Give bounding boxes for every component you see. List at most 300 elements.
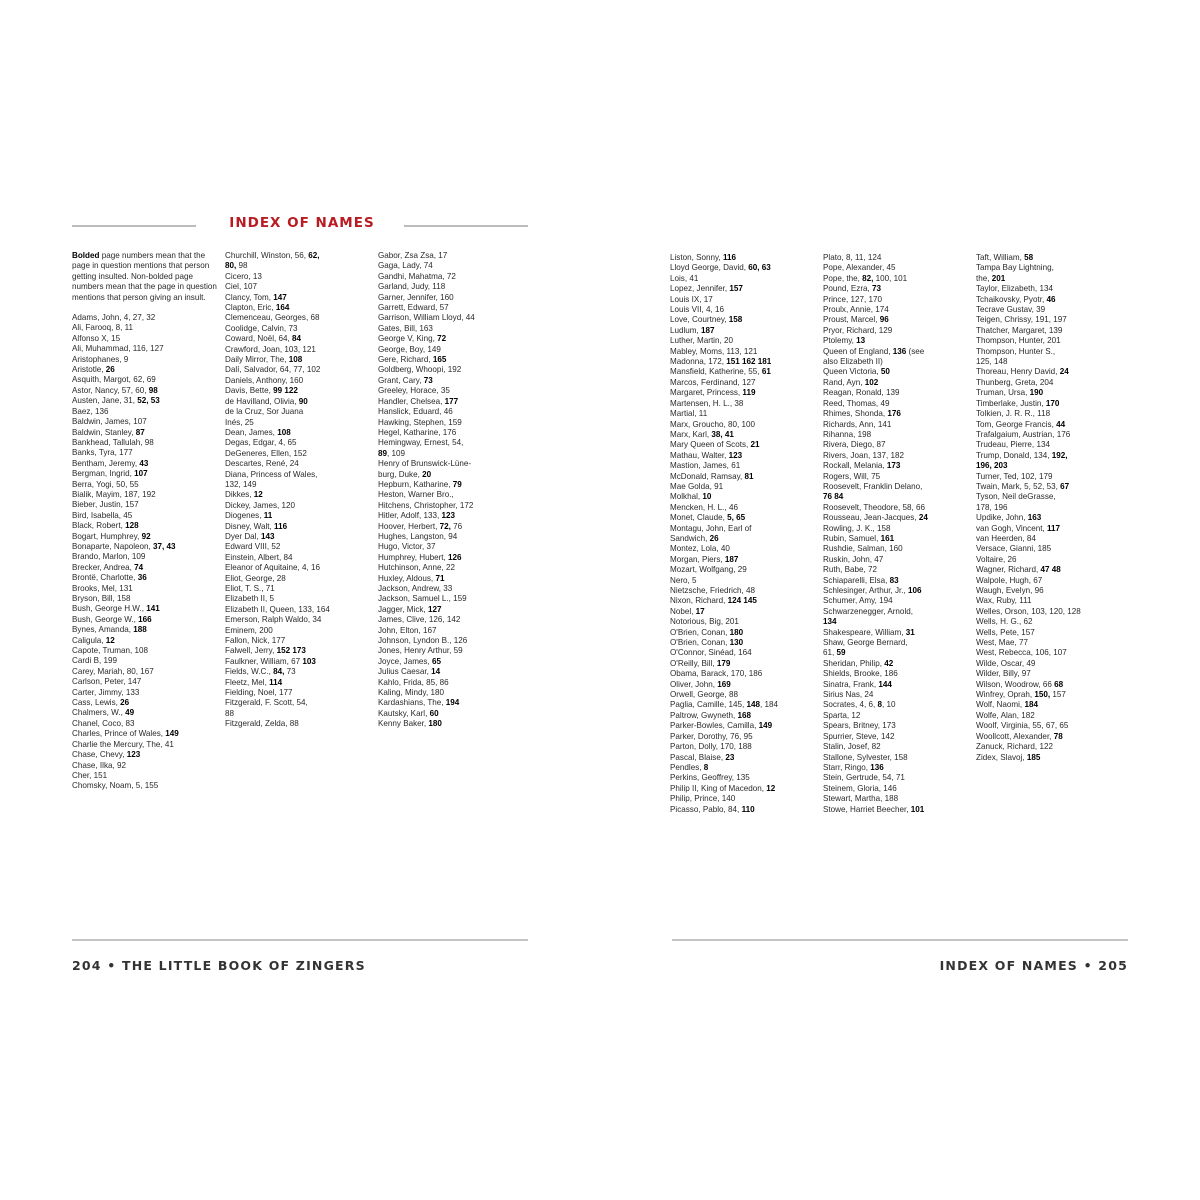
index-entry bbox=[823, 576, 970, 586]
footer-rule-right bbox=[672, 939, 1128, 941]
index-entry bbox=[378, 438, 525, 448]
right-page-columns bbox=[670, 253, 1130, 815]
index-entry-page: 8, 11, 124 bbox=[845, 253, 882, 262]
index-entry-page: 160 bbox=[889, 544, 903, 554]
index-entry-page-bold: 42 bbox=[884, 658, 894, 668]
index-entry-name: Falwell, Jerry, bbox=[225, 646, 277, 656]
index-entry-page: 98 bbox=[238, 261, 248, 271]
index-entry-page-bold: 83 bbox=[889, 575, 899, 585]
index-entry bbox=[670, 555, 817, 565]
index-entry-page: 177 bbox=[119, 448, 133, 458]
index-entry bbox=[72, 563, 219, 573]
index-entry-name: Black, Robert, bbox=[72, 521, 126, 531]
index-entry bbox=[72, 532, 219, 542]
index-entry-page: 66 bbox=[1042, 679, 1055, 689]
index-entry-name: Shaw, George Bernard, bbox=[823, 638, 908, 648]
index-entry-page: 113, 121 bbox=[726, 346, 758, 356]
index-entry-page: 116, 127 bbox=[132, 344, 164, 354]
index-entry bbox=[670, 596, 817, 606]
index-entry-name: O'Brien, Conan, bbox=[670, 627, 730, 637]
index-entry-name: Schiaparelli, Elsa, bbox=[823, 575, 890, 585]
index-entry-page: 102, 179 bbox=[1021, 471, 1053, 481]
index-entry bbox=[225, 688, 372, 698]
index-entry bbox=[378, 459, 525, 469]
index-entry-page-bold: 74 bbox=[134, 562, 144, 572]
index-entry-page-bold: 12 bbox=[105, 635, 115, 645]
index-entry-name: Proust, Marcel, bbox=[823, 315, 880, 325]
index-entry bbox=[670, 732, 817, 742]
index-entry-name: Astor, Nancy, bbox=[72, 385, 122, 395]
index-entry bbox=[976, 555, 1123, 565]
index-entry bbox=[378, 251, 525, 261]
index-entry-page: 157 bbox=[1021, 627, 1035, 637]
index-entry bbox=[670, 295, 817, 305]
index-entry-name: Brontë, Charlotte, bbox=[72, 573, 138, 583]
intro-bold-word: Bolded bbox=[72, 251, 100, 260]
index-entry-page: 54, 71 bbox=[882, 773, 905, 783]
index-entry-page: 77 bbox=[1019, 638, 1029, 648]
index-entry bbox=[225, 324, 372, 334]
index-entry-name: Stewart, Martha, bbox=[823, 794, 885, 804]
index-entry bbox=[225, 542, 372, 552]
index-entry bbox=[823, 253, 970, 263]
index-entry-page: 57, 60, bbox=[121, 385, 149, 395]
index-entry-name: Hutchinson, Anne, bbox=[378, 563, 446, 573]
index-entry-name: Rand, Ayn, bbox=[823, 377, 865, 387]
index-entry-page-bold: 123 bbox=[728, 450, 743, 460]
index-entry-name: Einstein, Albert, bbox=[225, 552, 284, 562]
index-entry-page: 88 bbox=[289, 719, 299, 729]
index-entry bbox=[670, 378, 817, 388]
index-entry-name: Teigen, Chrissy, bbox=[976, 315, 1036, 325]
index-entry-page: 141 bbox=[877, 419, 892, 429]
index-entry bbox=[670, 690, 817, 700]
index-entry-name: Kardashians, The, bbox=[378, 698, 446, 708]
index-entry-page: 58, 66 bbox=[902, 502, 926, 512]
index-entry bbox=[670, 440, 817, 450]
index-entry-page: 170, 188 bbox=[720, 742, 752, 752]
index-entry bbox=[378, 532, 525, 542]
index-entry bbox=[976, 461, 1123, 471]
index-entry-page-bold: 201 bbox=[991, 273, 1006, 283]
index-entry-page: 40 bbox=[720, 544, 730, 554]
index-entry-name: Bieber, Justin, bbox=[72, 500, 126, 510]
index-entry bbox=[72, 740, 219, 750]
index-entry bbox=[976, 284, 1123, 294]
index-entry-name: Garland, Judy, bbox=[378, 282, 433, 292]
index-entry-page-bold: 114 bbox=[269, 677, 283, 687]
index-entry-page: 187, 192 bbox=[124, 489, 156, 499]
index-entry bbox=[976, 576, 1123, 586]
index-entry bbox=[670, 773, 817, 783]
index-entry-page-bold: 185 bbox=[1026, 752, 1041, 762]
index-entry bbox=[670, 315, 817, 325]
index-entry bbox=[823, 669, 970, 679]
index-entry bbox=[670, 638, 817, 648]
index-entry-page-bold: 136 bbox=[892, 346, 907, 356]
index-entry bbox=[72, 355, 219, 365]
index-entry bbox=[72, 511, 219, 521]
index-entry-page-bold: 71 bbox=[435, 573, 445, 583]
index-entry-name: Lloyd George, David, bbox=[670, 263, 749, 273]
index-entry-page: 126, 142 bbox=[428, 615, 461, 625]
index-entry-name: Louis IX, bbox=[670, 294, 704, 304]
index-entry bbox=[670, 388, 817, 398]
index-entry-name: Eliot, T. S., bbox=[225, 584, 266, 593]
index-entry-page-bold: 161 bbox=[880, 533, 895, 543]
index-entry-name: Daily Mirror, The, bbox=[225, 355, 289, 365]
index-entry-page: 172 bbox=[459, 500, 474, 510]
index-entry-name: Queen Victoria, bbox=[823, 367, 881, 377]
index-entry bbox=[976, 347, 1123, 357]
index-entry-name: O'Brien, Conan, bbox=[670, 638, 730, 648]
index-entry bbox=[72, 698, 219, 708]
index-entry-page-bold: 179 bbox=[716, 658, 731, 668]
index-entry-page: 37 bbox=[426, 542, 436, 552]
index-entry-name: Reed, Thomas, bbox=[823, 398, 881, 408]
index-entry-page: 180 bbox=[430, 688, 444, 698]
index-entry-page: 122 bbox=[1039, 742, 1053, 752]
index-entry bbox=[823, 784, 970, 794]
index-entry-page-bold: 60 bbox=[429, 708, 439, 718]
index-entry bbox=[225, 293, 372, 303]
index-entry bbox=[378, 542, 525, 552]
index-entry bbox=[823, 524, 970, 534]
index-entry-name: Churchill, Winston, bbox=[225, 251, 295, 260]
index-entry-page-bold: 87 bbox=[135, 427, 145, 437]
index-entry bbox=[823, 367, 970, 377]
index-entry-page: 41 bbox=[164, 739, 174, 749]
index-entry-page-bold: 89 bbox=[378, 448, 388, 458]
index-entry bbox=[72, 708, 219, 718]
index-entry-page-bold: 108 bbox=[288, 355, 303, 365]
index-entry bbox=[72, 573, 219, 583]
index-entry bbox=[225, 698, 372, 708]
index-entry-page-bold: 31 bbox=[905, 627, 915, 637]
index-entry-page: 5 bbox=[269, 594, 275, 604]
index-entry-name: Brando, Marlon, bbox=[72, 552, 132, 562]
index-entry-name: Fitzgerald, F. Scott, bbox=[225, 698, 297, 708]
index-entry-name: Elizabeth II, Queen, bbox=[225, 604, 299, 614]
index-entry bbox=[823, 565, 970, 575]
index-entry-page: 22 bbox=[445, 563, 455, 573]
index-column-6 bbox=[976, 253, 1129, 815]
index-entry-page-bold: 117 bbox=[1046, 523, 1061, 533]
index-entry-page-bold: 163 bbox=[1027, 513, 1042, 523]
index-entry-page-bold: 73 bbox=[423, 375, 433, 385]
index-entry-name: Stowe, Harriet Beecher, bbox=[823, 804, 911, 814]
index-entry-name: Picasso, Pablo, bbox=[670, 804, 729, 814]
index-entry-page: 80, 167 bbox=[126, 666, 154, 676]
index-entry-page: 204 bbox=[1039, 377, 1054, 387]
index-entry-page-bold: 164 bbox=[275, 303, 290, 313]
index-entry-name: Kautsky, Karl, bbox=[378, 708, 430, 718]
index-entry-name: Charlie the Mercury, The, bbox=[72, 739, 165, 749]
index-entry bbox=[976, 586, 1123, 596]
index-entry-name: Winfrey, Oprah, bbox=[976, 690, 1035, 700]
index-entry-name: Thatcher, Margaret, bbox=[976, 325, 1049, 335]
index-entry bbox=[823, 753, 970, 763]
index-entry-page-bold: 180 bbox=[428, 719, 442, 729]
index-entry bbox=[225, 428, 372, 438]
index-entry-name: Obama, Barack, bbox=[670, 669, 731, 679]
index-entry-page: 71 bbox=[265, 584, 275, 593]
index-entry-page: 109 bbox=[131, 552, 146, 562]
index-entry-page-bold: 157 bbox=[729, 284, 743, 294]
index-entry bbox=[670, 305, 817, 315]
index-entry-page-bold: 128 bbox=[125, 521, 139, 531]
index-entry bbox=[378, 501, 525, 511]
index-entry-page: 12 bbox=[851, 710, 861, 720]
index-entry bbox=[225, 615, 372, 625]
index-entry bbox=[225, 386, 372, 396]
index-entry-page: 82 bbox=[871, 742, 881, 752]
index-entry-name: Pope, the, bbox=[823, 273, 863, 283]
index-entry bbox=[823, 805, 970, 815]
index-entry bbox=[976, 420, 1123, 430]
index-entry-name: Jackson, Andrew, bbox=[378, 584, 444, 593]
index-entry-page: 29 bbox=[737, 565, 747, 575]
index-entry bbox=[670, 367, 817, 377]
index-entry-name: Sinatra, Frank, bbox=[823, 679, 879, 689]
index-entry-name: Daniels, Anthony, bbox=[225, 375, 290, 385]
index-entry-page-bold: 141 bbox=[146, 604, 160, 614]
index-entry-name: Twain, Mark, bbox=[976, 481, 1025, 491]
index-entry-name: Bialik, Mayim, bbox=[72, 489, 125, 499]
index-entry-name: Philip, Prince, bbox=[670, 794, 722, 804]
index-entry bbox=[823, 763, 970, 773]
index-entry bbox=[823, 503, 970, 513]
index-entry-page-bold: 101 bbox=[910, 804, 925, 814]
index-entry-name: also Elizabeth II) bbox=[823, 357, 883, 367]
index-entry-page-bold: 13 bbox=[856, 336, 866, 346]
index-entry bbox=[670, 347, 817, 357]
index-entry-page: 132, 149 bbox=[225, 479, 257, 489]
index-entry-name: Ludlum, bbox=[670, 325, 702, 335]
index-entry-name: McDonald, Ramsay, bbox=[670, 471, 745, 481]
index-entry-page: 72 bbox=[868, 565, 878, 575]
index-entry-page: 107 bbox=[243, 282, 257, 292]
index-entry-page-bold: 173 bbox=[886, 461, 901, 471]
index-entry bbox=[823, 711, 970, 721]
index-entry-page: 26 bbox=[1007, 554, 1017, 564]
index-entry bbox=[72, 490, 219, 500]
index-entry bbox=[378, 688, 525, 698]
index-entry bbox=[976, 367, 1123, 377]
index-entry bbox=[823, 409, 970, 419]
index-entry-name: Reagan, Ronald, bbox=[823, 388, 886, 398]
index-entry bbox=[670, 399, 817, 409]
index-entry-page: 61 bbox=[731, 461, 741, 471]
index-entry-page-bold: 196, 203 bbox=[976, 461, 1008, 471]
index-entry bbox=[670, 451, 817, 461]
index-entry-page-bold: 176 bbox=[887, 409, 901, 419]
index-entry-page: 5 bbox=[692, 575, 697, 585]
index-entry-name: Pryor, Richard, bbox=[823, 325, 879, 335]
index-entry-page-bold: 50 bbox=[880, 367, 890, 377]
index-entry-name: Nobel, bbox=[670, 606, 696, 616]
index-entry bbox=[976, 700, 1123, 710]
index-entry-page-bold: 78 bbox=[1053, 731, 1063, 741]
index-entry bbox=[225, 501, 372, 511]
index-entry bbox=[378, 594, 525, 604]
index-entry-name: Shakespeare, William, bbox=[823, 627, 906, 637]
index-entry-page: 5, 155 bbox=[135, 781, 159, 791]
index-entry-name: Eminem, bbox=[225, 625, 260, 635]
index-entry-page: 59 bbox=[453, 646, 463, 656]
index-entry bbox=[976, 305, 1123, 315]
index-entry-page-bold: 10 bbox=[702, 492, 712, 502]
index-entry-name: Fallon, Nick, bbox=[225, 636, 272, 646]
index-entry-name: Hughes, Langston, bbox=[378, 531, 449, 541]
index-entry bbox=[823, 461, 970, 471]
index-entry bbox=[72, 407, 219, 417]
index-entry bbox=[823, 773, 970, 783]
index-entry bbox=[378, 709, 525, 719]
intro-text: page numbers mean that the page in question mentions that person getting insulted. Non-bolded page numbers mean that the page in question mentions that person giving an insult. bbox=[72, 251, 217, 302]
index-entry-name: Rockall, Melania, bbox=[823, 461, 887, 471]
index-entry bbox=[72, 688, 219, 698]
index-entry bbox=[976, 399, 1123, 409]
index-entry-name: Rousseau, Jean-Jacques, bbox=[823, 513, 919, 523]
index-entry bbox=[976, 690, 1123, 700]
index-entry bbox=[976, 472, 1123, 482]
index-entry-name: Bentham, Jeremy, bbox=[72, 458, 140, 468]
index-entry bbox=[670, 742, 817, 752]
index-entry-name: West, Rebecca, bbox=[976, 648, 1036, 658]
index-entry bbox=[823, 732, 970, 742]
index-entry-name: Garrett, Edward, bbox=[378, 303, 440, 313]
index-entry bbox=[225, 438, 372, 448]
index-entry bbox=[72, 761, 219, 771]
index-entry-name: Alfonso X, bbox=[72, 333, 112, 343]
index-entry-name: Hegel, Katharine, bbox=[378, 427, 443, 437]
index-entry-page: 127 bbox=[741, 377, 756, 387]
index-title: INDEX OF NAMES bbox=[229, 215, 375, 231]
index-entry-name: Chase, Ilka, bbox=[72, 760, 117, 770]
index-entry-page-bold: 62, bbox=[308, 251, 320, 260]
index-entries bbox=[225, 251, 372, 730]
index-entry-name: James, Clive, bbox=[378, 615, 429, 625]
index-entry bbox=[670, 472, 817, 482]
index-entry-page: 118 bbox=[432, 282, 446, 292]
index-entry-page: 176 bbox=[442, 427, 457, 437]
index-entry-name: Marx, Karl, bbox=[670, 429, 712, 439]
index-entry bbox=[72, 459, 219, 469]
index-entry-name: Notorious, Big, bbox=[670, 617, 726, 627]
index-column-1 bbox=[72, 251, 225, 792]
left-page bbox=[72, 215, 532, 792]
index-entry bbox=[670, 284, 817, 294]
index-entry-page: 177 bbox=[279, 688, 293, 698]
index-entry bbox=[823, 326, 970, 336]
index-entry-name: Hitler, Adolf, bbox=[378, 511, 424, 521]
index-entry-page: 87 bbox=[876, 440, 886, 450]
index-entry-page-bold: 49 bbox=[125, 708, 135, 718]
right-page bbox=[670, 253, 1130, 815]
index-entry bbox=[670, 524, 817, 534]
index-entry bbox=[225, 584, 372, 594]
index-entry-page: 76 bbox=[453, 521, 463, 531]
index-entry bbox=[823, 700, 970, 710]
index-entry bbox=[378, 324, 525, 334]
index-entry bbox=[823, 440, 970, 450]
index-entry bbox=[670, 326, 817, 336]
index-entry-name: Wax, Ruby, bbox=[976, 596, 1020, 606]
index-entry-name: Bird, Isabella, bbox=[72, 510, 124, 520]
index-entry-name: Coolidge, Calvin, bbox=[225, 323, 289, 333]
index-entry-name: Rowling, J. K., bbox=[823, 523, 877, 533]
index-entry bbox=[225, 459, 372, 469]
index-entry bbox=[378, 365, 525, 375]
index-entry bbox=[225, 563, 372, 573]
index-entry-name: Ruth, Babe, bbox=[823, 565, 868, 575]
index-entry-name: Davis, Bette, bbox=[225, 386, 274, 396]
index-entry-name: Cass, Lewis, bbox=[72, 698, 121, 708]
index-entry-page-bold: 147 bbox=[273, 292, 287, 302]
index-entry bbox=[225, 470, 372, 480]
index-entry bbox=[225, 334, 372, 344]
index-entry-name: Paglia, Camille, bbox=[670, 700, 729, 710]
index-entry-name: Huxley, Aldous, bbox=[378, 573, 436, 583]
index-entry-page: 75 bbox=[871, 471, 881, 481]
index-entry-name: Jones, Henry Arthur, bbox=[378, 646, 454, 656]
index-entry-page: 198 bbox=[857, 429, 872, 439]
index-entry-page: 176 bbox=[1056, 429, 1071, 439]
index-entry-page-bold: 8 bbox=[703, 762, 709, 772]
index-entry-page-bold: 110 bbox=[741, 804, 755, 814]
index-entry-page-bold: 90 bbox=[298, 396, 308, 406]
index-entry-page: 188 bbox=[884, 794, 899, 804]
index-entry bbox=[823, 451, 970, 461]
index-entry bbox=[976, 617, 1123, 627]
index-entry-name: Aristophanes, bbox=[72, 354, 124, 364]
index-entry-name: Roosevelt, Theodore, bbox=[823, 502, 903, 512]
index-entry-name: Spurrier, Steve, bbox=[823, 731, 882, 741]
index-entry bbox=[225, 522, 372, 532]
index-entry-page-bold: 14 bbox=[431, 667, 441, 677]
index-entry-name: Ciel, bbox=[225, 282, 244, 292]
index-entry-page: 97 bbox=[1021, 669, 1031, 679]
index-entry-page-bold: 68 bbox=[1054, 679, 1064, 689]
index-entry-page: 201 bbox=[1047, 336, 1061, 346]
index-entry-page-bold: 177 bbox=[444, 396, 459, 406]
index-entry-page-bold: 26 bbox=[709, 533, 719, 543]
title-rule-right bbox=[404, 225, 528, 227]
index-entry-name: O'Reilly, Bill, bbox=[670, 658, 717, 668]
index-entry bbox=[72, 604, 219, 614]
index-entry-page-bold: 8 bbox=[877, 700, 882, 710]
index-entry bbox=[670, 565, 817, 575]
index-column-4 bbox=[670, 253, 823, 815]
index-entry bbox=[670, 576, 817, 586]
index-entry-page: 31, bbox=[123, 396, 138, 406]
index-entry-name: Tyson, Neil deGrasse, bbox=[976, 492, 1056, 502]
index-entry-page: 133 bbox=[125, 687, 140, 697]
index-entry bbox=[72, 365, 219, 375]
index-entry-name: Charles, Prince of Wales, bbox=[72, 729, 166, 739]
index-entry-name: Goldberg, Whoopi, bbox=[378, 365, 448, 375]
index-entry-name: Julius Caesar, bbox=[378, 667, 432, 677]
index-entry-page: 98 bbox=[144, 437, 154, 447]
index-entry-name: Parker-Bowles, Camilla, bbox=[670, 721, 759, 731]
index-entry-name: Clancy, Tom, bbox=[225, 292, 274, 302]
index-entry-page: 34 bbox=[312, 615, 322, 625]
index-entry-page: 145, bbox=[728, 700, 747, 710]
index-entry-name: Queen of England, bbox=[823, 346, 893, 356]
index-entry bbox=[378, 522, 525, 532]
index-column-5 bbox=[823, 253, 976, 815]
